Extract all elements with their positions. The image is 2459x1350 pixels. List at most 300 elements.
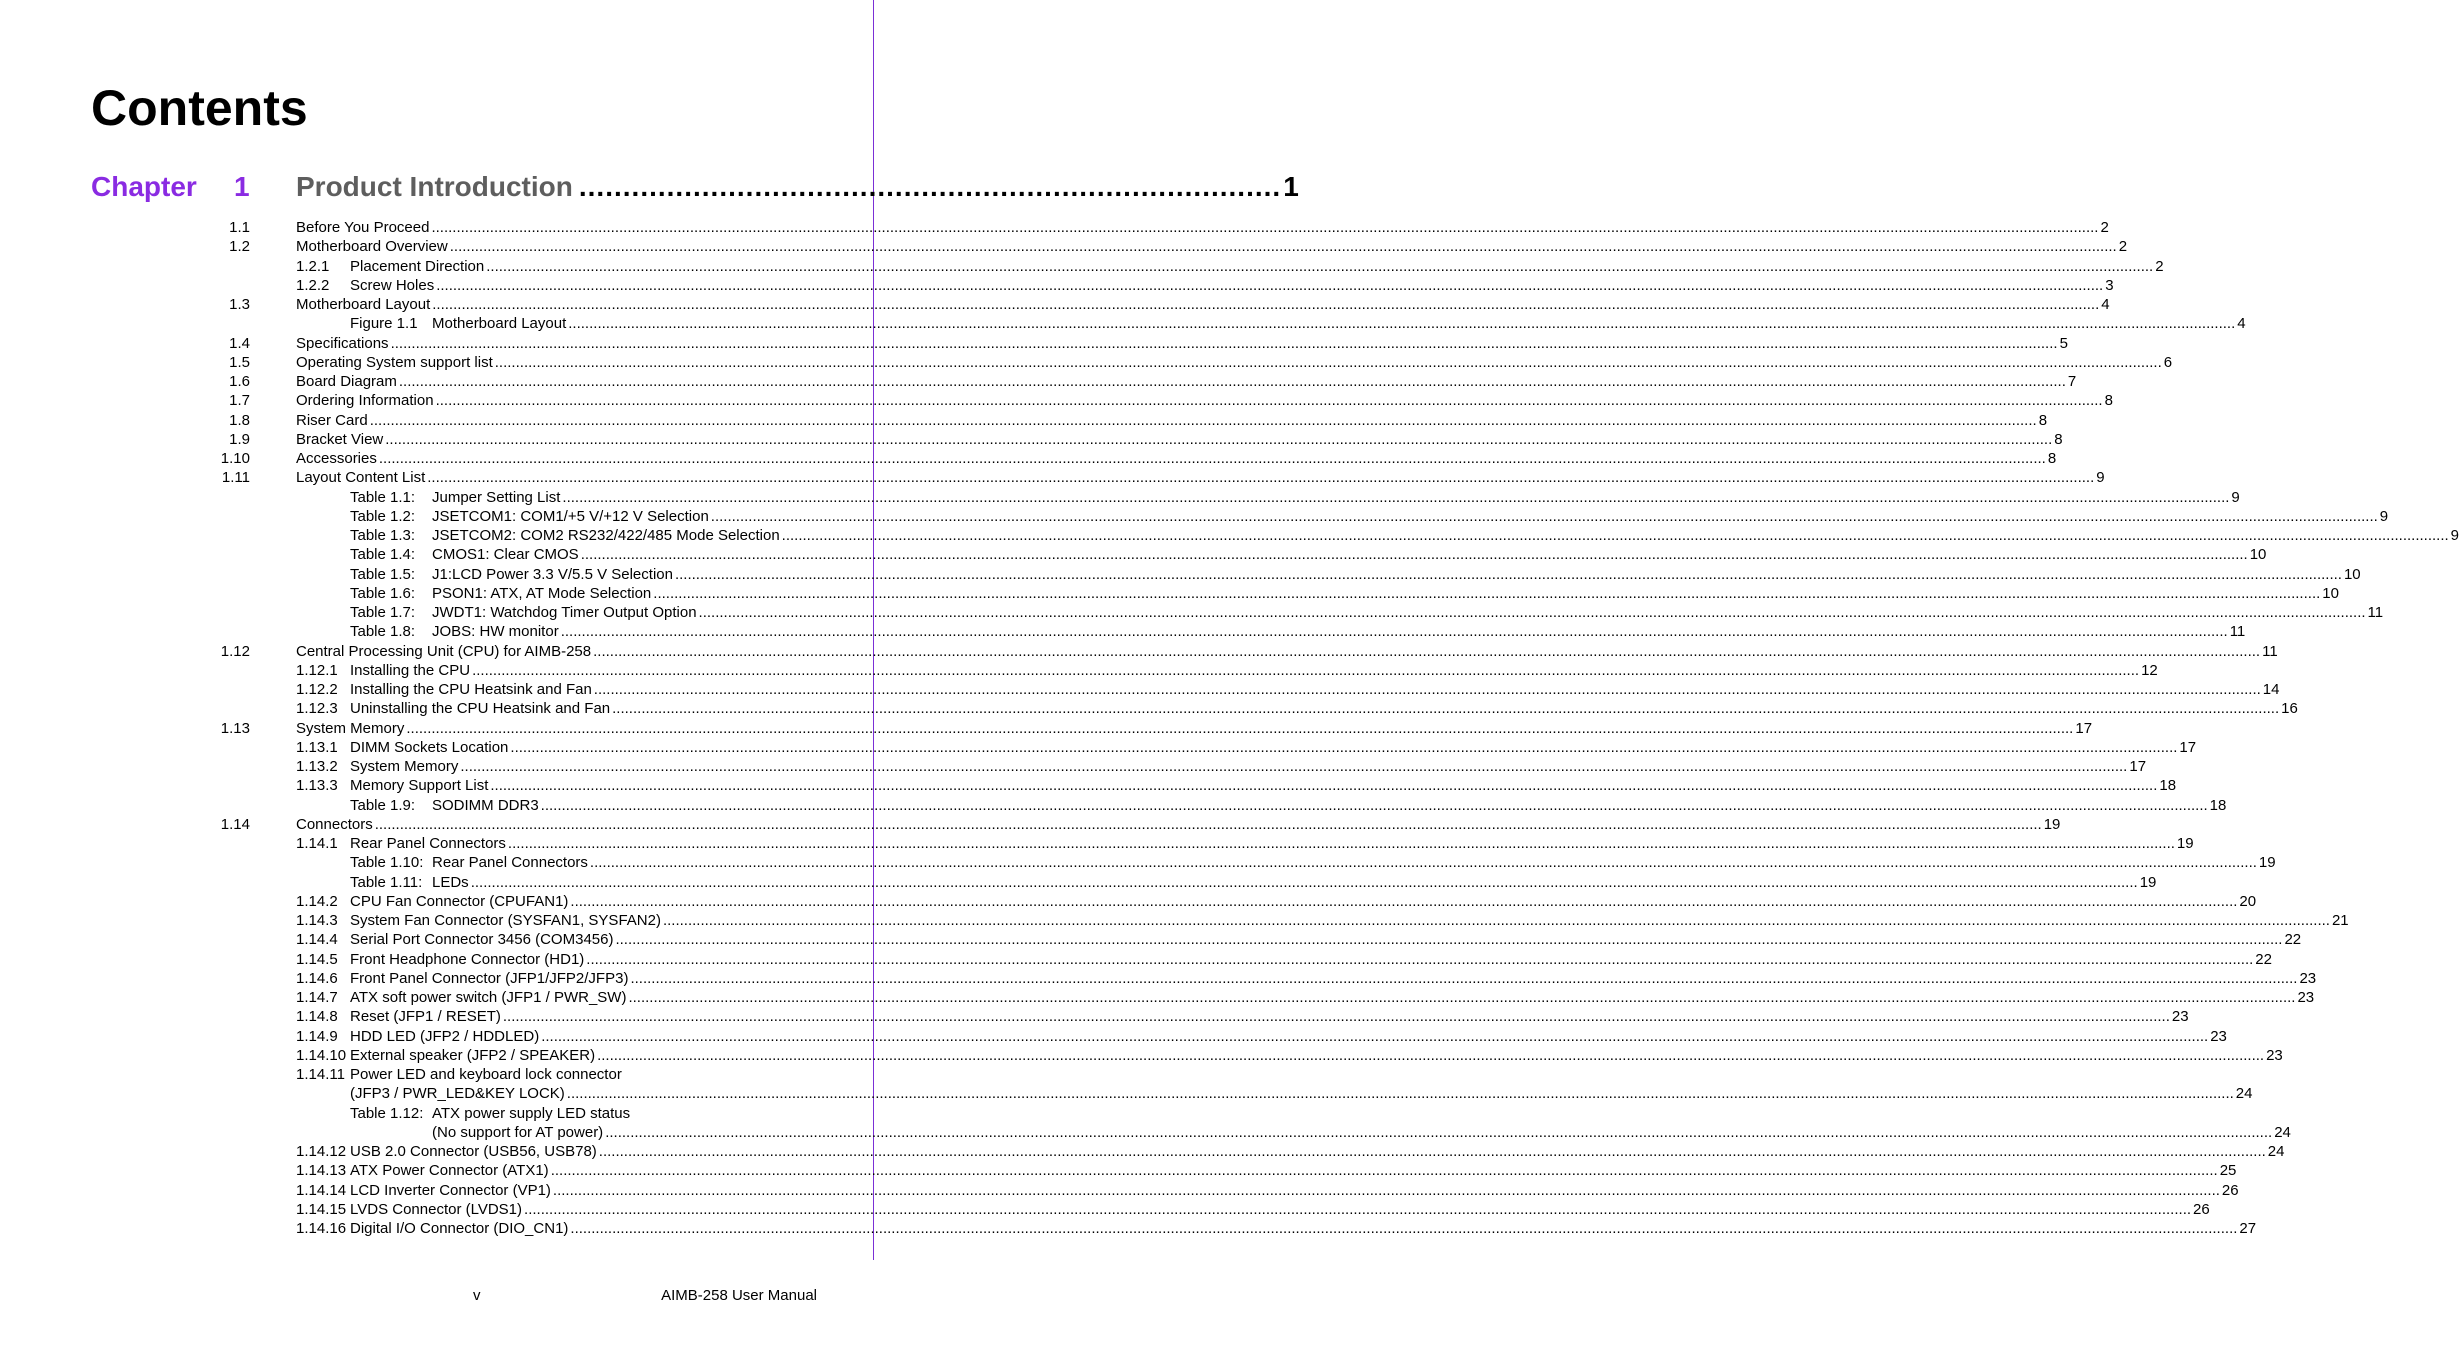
toc-section-number: 1.2 <box>229 238 250 256</box>
toc-item-label: Table 1.7: <box>350 604 416 621</box>
toc-page-number: 4 <box>2101 296 2110 313</box>
toc-section-number: 1.1 <box>229 219 250 236</box>
toc-entry-line <box>296 950 2272 969</box>
toc-subsection-number: 1.13.2 <box>296 758 338 775</box>
toc-subsection-number: 1.14.9 <box>296 1027 338 1045</box>
toc-page-number: 10 <box>2322 584 2339 602</box>
toc-entry[interactable] <box>0 1104 954 1123</box>
toc-leader-dots: ................................................................................................................................................................................................................................................................................................................................................................................................................ <box>385 430 2053 448</box>
toc-section-number: 1.10 <box>220 450 250 467</box>
toc-entry-line <box>296 834 2194 853</box>
toc-entry-line <box>296 661 2158 680</box>
toc-entry[interactable] <box>0 930 2302 949</box>
toc-entry-title: Front Panel Connector (JFP1/JFP2/JFP3) <box>350 969 629 987</box>
toc-page-number: 10 <box>2343 565 2361 583</box>
toc-item-label: Table 1.6: <box>350 584 416 602</box>
toc-entry-title: CPU Fan Connector (CPUFAN1) <box>350 892 569 910</box>
toc-entry-line <box>296 353 2173 372</box>
toc-leader-dots: ................................................................................................................................................................................................................................................................................................................................................................................................................ <box>524 1200 2192 1218</box>
toc-entry-title: Rear Panel Connectors <box>432 854 588 872</box>
footer-manual-title: AIMB-258 User Manual <box>661 1287 817 1304</box>
toc-leader-dots: ................................................................................................................................................................................................................................................................................................................................................................................................................ <box>470 873 2138 891</box>
toc-entry[interactable] <box>0 391 2113 410</box>
toc-page-number: 26 <box>2221 1181 2239 1199</box>
toc-subsection-number: 1.14.14 <box>296 1181 347 1199</box>
toc-entry[interactable] <box>0 488 2240 507</box>
toc-entry[interactable] <box>0 1219 2257 1238</box>
toc-leader-dots: ................................................................................................................................................................................................................................................................................................................................................................................................................ <box>597 1046 2265 1064</box>
toc-entry[interactable] <box>0 507 2389 526</box>
toc-entry-line <box>350 488 2240 507</box>
toc-entry-line <box>350 507 2389 526</box>
toc-leader-dots: ................................................................................................................................................................................................................................................................................................................................................................................................................ <box>431 219 2099 236</box>
toc-entry[interactable] <box>0 1123 2291 1142</box>
toc-entry-title: LCD Inverter Connector (VP1) <box>350 1181 551 1199</box>
toc-leader-dots: ................................................................................................................................................................................................................................................................................................................................................................................................................ <box>589 854 2257 872</box>
toc-entry-line <box>296 642 2278 661</box>
toc-subsection-number: 1.14.6 <box>296 969 338 987</box>
toc-page-number: 24 <box>2274 1123 2291 1141</box>
toc-page-number: 5 <box>2059 334 2068 352</box>
toc-leader-dots: ................................................................................................................................................................................................................................................................................................................................................................................................................ <box>710 507 2378 525</box>
toc-section-number: 1.11 <box>221 469 250 487</box>
toc-item-label: Table 1.10: <box>350 854 424 872</box>
toc-entry-title: Operating System support list <box>296 353 493 371</box>
toc-entry-title: Specifications <box>296 334 389 352</box>
toc-entry-line <box>350 314 2246 333</box>
toc-leader-dots: ................................................................................................................................................................................................................................................................................................................................................................................................................ <box>568 315 2236 333</box>
toc-leader-dots: ................................................................................................................................................................................................................................................................................................................................................................................................................ <box>570 892 2238 910</box>
toc-page-number: 11 <box>2367 604 2384 621</box>
toc-section-number: 1.3 <box>229 296 250 313</box>
toc-page-number: 2 <box>2118 238 2128 256</box>
toc-item-label: Table 1.12: <box>350 1104 424 1122</box>
toc-leader-dots: ................................................................................................................................................................................................................................................................................................................................................................................................................ <box>378 450 2046 467</box>
toc-leader-dots: ................................................................................................................................................................................................................................................................................................................................................................................................................ <box>502 1008 2170 1026</box>
toc-page-number: 23 <box>2297 989 2315 1006</box>
toc-entry-title: Serial Port Connector 3456 (COM3456) <box>350 931 614 949</box>
toc-entry-title: Motherboard Layout <box>296 296 431 313</box>
toc-entry[interactable] <box>0 796 2227 815</box>
toc-page-number: 11 <box>2262 642 2278 660</box>
toc-leader-dots: ................................................................................................................................................................................................................................................................................................................................................................................................................ <box>507 835 2175 852</box>
toc-entry-title: Board Diagram <box>296 373 397 390</box>
toc-entry-title: External speaker (JFP2 / SPEAKER) <box>350 1046 596 1064</box>
toc-leader-dots: ................................................................................................................................................................................................................................................................................................................................................................................................................ <box>406 719 2074 737</box>
toc-leader-dots: ................................................................................................................................................................................................................................................................................................................................................................................................................ <box>435 392 2103 410</box>
toc-entry-line <box>296 969 2317 988</box>
toc-entry-title: ATX soft power switch (JFP1 / PWR_SW) <box>350 989 627 1006</box>
toc-page-number: 26 <box>2193 1200 2210 1218</box>
toc-page-number: 23 <box>2210 1027 2227 1045</box>
toc-item-label: Table 1.9: <box>350 796 416 814</box>
toc-entry[interactable] <box>0 295 2110 314</box>
toc-entry-line <box>296 276 2114 295</box>
toc-page-number: 23 <box>2299 969 2317 987</box>
toc-entry-line <box>296 295 2110 314</box>
toc-page-number: 9 <box>2096 469 2105 487</box>
toc-entry[interactable] <box>0 372 2077 391</box>
toc-leader-dots: ................................................................................................................................................................................................................................................................................................................................................................................................................ <box>674 565 2342 583</box>
toc-page-number: 23 <box>2171 1008 2189 1026</box>
toc-entry-line <box>350 584 2339 603</box>
toc-page-number: 8 <box>2054 430 2063 448</box>
toc-leader-dots: ................................................................................................................................................................................................................................................................................................................................................................................................................ <box>541 1027 2209 1045</box>
toc-entry[interactable] <box>0 969 2317 988</box>
toc-page-number: 25 <box>2219 1162 2237 1180</box>
toc-leader-dots: ................................................................................................................................................................................................................................................................................................................................................................................................................ <box>593 642 2261 660</box>
toc-entry-line <box>296 1219 2257 1238</box>
toc-entry-title: (JFP3 / PWR_LED&KEY LOCK) <box>350 1085 565 1103</box>
toc-subsection-number: 1.14.7 <box>296 989 338 1006</box>
toc-entry[interactable] <box>0 584 2339 603</box>
toc-page-number: 17 <box>2129 758 2147 775</box>
toc-entry-title: Placement Direction <box>350 257 485 275</box>
toc-subsection-number: 1.14.12 <box>296 1143 347 1160</box>
chapter-title: Product Introduction <box>296 171 573 202</box>
toc-entry-title: ATX power supply LED status <box>432 1104 631 1122</box>
toc-page-number: 9 <box>2450 527 2459 544</box>
toc-leader-dots: ................................................................................................................................................................................................................................................................................................................................................................................................................ <box>490 777 2158 795</box>
toc-item-label: Table 1.11: <box>350 873 423 891</box>
toc-entry-line <box>296 430 2063 449</box>
toc-entry[interactable] <box>0 1181 2239 1200</box>
toc-page-number: 19 <box>2258 854 2276 872</box>
toc-entry[interactable] <box>0 449 2057 468</box>
toc-subsection-number: 1.14.4 <box>296 931 338 949</box>
toc-page-number: 27 <box>2239 1220 2257 1237</box>
toc-entry[interactable] <box>0 661 2158 680</box>
toc-entry-title: Before You Proceed <box>296 219 430 236</box>
toc-entry-title: Riser Card <box>296 411 368 429</box>
toc-leader-dots: ................................................................................................................................................................................................................................................................................................................................................................................................................ <box>628 989 2296 1006</box>
toc-entry-line <box>296 738 2197 757</box>
toc-page-number: 9 <box>2231 488 2240 506</box>
toc-entry-line <box>350 603 2384 622</box>
toc-leader-dots: ................................................................................................................................................................................................................................................................................................................................................................................................................ <box>540 796 2208 814</box>
toc-entry-title: Front Headphone Connector (HD1) <box>350 950 585 968</box>
toc-entry-title: HDD LED (JFP2 / HDDLED) <box>350 1027 540 1045</box>
toc-entry[interactable] <box>0 699 2298 718</box>
toc-entry[interactable] <box>0 257 2164 276</box>
toc-entry-line <box>296 218 2109 237</box>
toc-entry[interactable] <box>0 834 2194 853</box>
toc-entry-title: Motherboard Layout <box>432 315 567 333</box>
toc-leader-dots: ................................................................................................................................................................................................................................................................................................................................................................................................................ <box>449 238 2117 256</box>
toc-entry[interactable] <box>0 642 2278 661</box>
toc-entry-title: System Memory <box>350 758 459 775</box>
toc-item-label: Table 1.1: <box>350 488 416 506</box>
toc-leader-dots: ................................................................................................................................................................................................................................................................................................................................................................................................................ <box>698 604 2366 621</box>
toc-section-number: 1.12 <box>220 642 250 660</box>
toc-subsection-number: 1.14.3 <box>296 912 338 929</box>
toc-entry-line <box>350 853 2276 872</box>
toc-page-number: 18 <box>2209 796 2227 814</box>
toc-entry-line <box>296 1200 2210 1219</box>
toc-entry-line <box>296 699 2298 718</box>
toc-page-number: 20 <box>2239 892 2257 910</box>
toc-entry[interactable] <box>0 950 2272 969</box>
toc-entry-title: Ordering Information <box>296 392 434 410</box>
toc-entry-line <box>296 911 2349 930</box>
toc-entry-line <box>296 815 2061 834</box>
toc-leader-dots: ................................................................................................................................................................................................................................................................................................................................................................................................................ <box>472 661 2140 679</box>
chapter-page: 1 <box>1283 171 1299 202</box>
toc-entry[interactable] <box>0 411 2048 430</box>
toc-leader-dots: ................................................................................................................................................................................................................................................................................................................................................................................................................ <box>562 488 2230 506</box>
toc-page-number: 6 <box>2163 353 2173 371</box>
toc-entry-title: JSETCOM1: COM1/+5 V/+12 V Selection <box>432 507 709 525</box>
toc-leader-dots: ................................................................................................................................................................................................................................................................................................................................................................................................................ <box>570 1220 2238 1237</box>
toc-entry[interactable] <box>0 719 2093 738</box>
toc-entry[interactable] <box>0 526 2459 545</box>
toc-leader-dots: ................................................................................................................................................................................................................................................................................................................................................................................................................ <box>615 931 2283 949</box>
toc-entry-line <box>296 1007 2189 1026</box>
toc-entry[interactable] <box>0 430 2063 449</box>
toc-leader-dots: ................................................................................................................................................................................................................................................................................................................................................................................................................ <box>605 1123 2273 1141</box>
toc-section-number: 1.9 <box>229 430 250 448</box>
toc-entry-line <box>350 1084 2253 1103</box>
toc-entry[interactable] <box>0 218 2109 237</box>
toc-entry[interactable] <box>0 1161 2237 1180</box>
toc-entry[interactable] <box>0 276 2114 295</box>
toc-leader-dots: ................................................................................................................................................................................................................................................................................................................................................................................................................ <box>653 584 2321 602</box>
toc-subsection-number: 1.12.3 <box>296 700 338 718</box>
toc-leader-dots: ................................................................................................................................................................................................................................................................................................................................................................................................................ <box>436 276 2104 294</box>
toc-subsection-number: 1.13.3 <box>296 777 338 795</box>
toc-entry[interactable] <box>0 314 2246 333</box>
chapter-heading[interactable] <box>296 170 1299 204</box>
page-title: Contents <box>91 80 308 136</box>
chapter-number: 1 <box>234 171 250 202</box>
toc-page-number: 23 <box>2266 1046 2283 1064</box>
toc-entry-title: PSON1: ATX, AT Mode Selection <box>432 584 652 602</box>
toc-entry[interactable] <box>0 853 2276 872</box>
toc-page-number: 21 <box>2331 912 2349 929</box>
toc-entry[interactable] <box>0 1007 2189 1026</box>
toc-subsection-number: 1.14.11 <box>296 1066 345 1083</box>
toc-page-number: 8 <box>2104 392 2113 410</box>
toc-entry-title: LEDs <box>432 873 469 891</box>
toc-leader-dots: ................................................................................................................................................................................................................................................................................................................................................................................................................ <box>460 758 2128 775</box>
toc-leader-dots: ................................................................................................................................................................................................................................................................................................................................................................................................................ <box>781 527 2449 544</box>
toc-leader-dots: ................................................................................................................................................................................................................................................................................................................................................................................................................ <box>662 912 2330 929</box>
toc-item-label: Table 1.2: <box>350 507 416 525</box>
toc-entry-line <box>296 257 2164 276</box>
toc-entry-line <box>350 873 2157 892</box>
chapter-label: Chapter <box>91 171 197 202</box>
toc-entry-line <box>296 1161 2237 1180</box>
toc-entry-title: Connectors <box>296 815 373 833</box>
toc-leader-dots: ................................................................................................................................................................................................................................................................................................................................................................................................................ <box>494 353 2162 371</box>
toc-entry-line <box>296 334 2068 353</box>
toc-subsection-number: 1.14.1 <box>296 835 338 852</box>
toc-section-number: 1.4 <box>229 334 250 352</box>
toc-subsection-number: 1.14.16 <box>296 1220 347 1237</box>
toc-item-label: Figure 1.1 <box>350 315 418 333</box>
toc-leader-dots: ................................................................................................................................................................................................................................................................................................................................................................................................................ <box>486 257 2154 275</box>
toc-page-number: 8 <box>2047 450 2057 467</box>
toc-page-number: 11 <box>2229 623 2246 641</box>
toc-page-number: 16 <box>2281 700 2298 718</box>
toc-entry-title: Memory Support List <box>350 777 489 795</box>
table-of-contents <box>0 218 2459 1238</box>
toc-entry-title: Screw Holes <box>350 276 435 294</box>
toc-entry-line <box>296 1046 2283 1065</box>
toc-entry-line <box>350 1104 817 1123</box>
toc-entry-title: Motherboard Overview <box>296 238 448 256</box>
toc-entry[interactable] <box>0 757 2147 776</box>
toc-entry[interactable] <box>0 1084 2253 1103</box>
toc-page-number: 19 <box>2139 873 2157 891</box>
toc-entry-line <box>350 565 2361 584</box>
toc-page-number: 14 <box>2262 681 2280 698</box>
toc-section-number: 1.7 <box>229 392 250 410</box>
toc-entry-line <box>296 468 2105 487</box>
toc-entry-line <box>296 757 2147 776</box>
toc-entry-line <box>296 411 2048 430</box>
toc-entry-line <box>296 1027 2227 1046</box>
toc-page-number: 3 <box>2105 276 2114 294</box>
toc-entry-title: Installing the CPU Heatsink and Fan <box>350 681 592 698</box>
toc-entry-line <box>296 391 2113 410</box>
toc-entry[interactable] <box>0 738 2197 757</box>
toc-entry-title: Rear Panel Connectors <box>350 835 506 852</box>
toc-leader-dots: ................................................................................................................................................................................................................................................................................................................................................................................................................ <box>398 373 2066 390</box>
toc-entry-title: System Memory <box>296 719 405 737</box>
toc-entry-title: Layout Content List <box>296 469 426 487</box>
toc-entry-title: JSETCOM2: COM2 RS232/422/485 Mode Selection <box>432 527 780 544</box>
toc-entry-title: Installing the CPU <box>350 661 471 679</box>
toc-leader-dots: ................................................................................................................................................................................................................................................................................................................................................................................................................ <box>612 700 2280 718</box>
toc-entry-title: JWDT1: Watchdog Timer Output Option <box>432 604 697 621</box>
toc-entry-line <box>296 930 2302 949</box>
toc-subsection-number: 1.14.13 <box>296 1162 347 1180</box>
toc-page-number: 19 <box>2043 815 2061 833</box>
toc-item-label: Table 1.8: <box>350 623 416 641</box>
toc-entry-title: CMOS1: Clear CMOS <box>432 546 579 564</box>
toc-entry[interactable] <box>0 776 2177 795</box>
toc-entry[interactable] <box>0 815 2061 834</box>
toc-page-number: 22 <box>2284 931 2302 949</box>
toc-entry[interactable] <box>0 873 2157 892</box>
toc-page-number: 9 <box>2379 507 2389 525</box>
toc-leader-dots: ................................................................................................................................................................................................................................................................................................................................................................................................................ <box>510 738 2178 756</box>
toc-entry-line <box>350 622 2246 641</box>
footer-page-number: v <box>473 1287 481 1304</box>
toc-entry-line <box>350 796 2227 815</box>
toc-leader-dots: ................................................................................................................................................................................................................................................................................................................................................................................................................ <box>580 546 2248 564</box>
toc-entry-title: JOBS: HW monitor <box>432 623 559 641</box>
toc-page-number: 22 <box>2255 950 2272 968</box>
toc-entry-title: J1:LCD Power 3.3 V/5.5 V Selection <box>432 565 673 583</box>
toc-subsection-number: 1.2.1 <box>296 257 330 275</box>
toc-section-number: 1.6 <box>229 373 250 390</box>
toc-subsection-number: 1.12.1 <box>296 661 338 679</box>
toc-entry[interactable] <box>0 622 2246 641</box>
toc-entry-title: Uninstalling the CPU Heatsink and Fan <box>350 700 611 718</box>
toc-entry[interactable] <box>0 1027 2227 1046</box>
toc-entry-line <box>296 237 2128 256</box>
toc-page-number: 4 <box>2237 315 2246 333</box>
toc-entry[interactable] <box>0 545 2267 564</box>
toc-entry[interactable] <box>0 911 2349 930</box>
toc-entry-title: Reset (JFP1 / RESET) <box>350 1008 501 1026</box>
toc-entry-title: Power LED and keyboard lock connector <box>350 1066 622 1083</box>
toc-entry-line <box>296 719 2093 738</box>
toc-page-number: 17 <box>2075 719 2093 737</box>
toc-section-number: 1.14 <box>220 815 250 833</box>
toc-leader-dots: ................................................................................................................................................................................................................................................................................................................................................................................................................ <box>550 1162 2218 1180</box>
toc-leader-dots: ................................................................................................................................................................................................................................................................................................................................................................................................................ <box>427 469 2095 487</box>
toc-section-number: 1.13 <box>220 719 250 737</box>
toc-page-number: 8 <box>2038 411 2048 429</box>
toc-entry[interactable] <box>0 468 2105 487</box>
toc-entry[interactable] <box>0 988 2315 1007</box>
toc-entry[interactable] <box>0 1046 2283 1065</box>
toc-leader-dots: ................................................................................................................................................................................................................................................................................................................................................................................................................ <box>390 334 2058 352</box>
toc-entry-title: System Fan Connector (SYSFAN1, SYSFAN2) <box>350 912 661 929</box>
toc-entry-line <box>350 526 2459 545</box>
toc-entry[interactable] <box>0 1142 2285 1161</box>
toc-entry-line <box>296 1181 2239 1200</box>
toc-entry-line <box>350 545 2267 564</box>
toc-entry-title: DIMM Sockets Location <box>350 738 509 756</box>
toc-entry-title: Accessories <box>296 450 377 467</box>
chapter-leader-dots: ................................................................................ <box>578 171 1282 202</box>
toc-page-number: 12 <box>2141 661 2158 679</box>
toc-entry[interactable] <box>0 1200 2210 1219</box>
toc-subsection-number: 1.14.5 <box>296 950 338 968</box>
toc-page-number: 10 <box>2249 546 2267 564</box>
toc-entry-title: Jumper Setting List <box>432 488 561 506</box>
toc-entry[interactable] <box>0 892 2257 911</box>
toc-entry[interactable] <box>0 680 2280 699</box>
toc-entry[interactable] <box>0 1065 954 1084</box>
toc-page-number: 24 <box>2267 1143 2285 1160</box>
toc-subsection-number: 1.14.10 <box>296 1046 347 1064</box>
toc-subsection-number: 1.14.15 <box>296 1200 347 1218</box>
toc-entry[interactable] <box>0 603 2384 622</box>
toc-entry-title: Central Processing Unit (CPU) for AIMB-258 <box>296 642 592 660</box>
toc-page-number: 24 <box>2235 1085 2253 1103</box>
toc-page-number: 17 <box>2179 738 2197 756</box>
toc-subsection-number: 1.12.2 <box>296 681 338 698</box>
toc-page-number: 2 <box>2100 219 2109 236</box>
toc-page-number: 7 <box>2067 373 2077 390</box>
toc-entry-line <box>296 776 2177 795</box>
toc-entry-title: LVDS Connector (LVDS1) <box>350 1200 523 1218</box>
toc-item-label: Table 1.3: <box>350 527 416 544</box>
toc-section-number: 1.8 <box>229 411 250 429</box>
toc-item-label: Table 1.4: <box>350 546 416 564</box>
toc-entry[interactable] <box>0 353 2173 372</box>
toc-entry[interactable] <box>0 565 2361 584</box>
toc-leader-dots: ................................................................................................................................................................................................................................................................................................................................................................................................................ <box>566 1085 2234 1103</box>
toc-item-label: Table 1.5: <box>350 565 416 583</box>
toc-page-number: 19 <box>2176 835 2194 852</box>
toc-leader-dots: ................................................................................................................................................................................................................................................................................................................................................................................................................ <box>369 411 2037 429</box>
toc-subsection-number: 1.14.2 <box>296 892 338 910</box>
toc-subsection-number: 1.14.8 <box>296 1008 338 1026</box>
toc-leader-dots: ................................................................................................................................................................................................................................................................................................................................................................................................................ <box>432 296 2100 313</box>
toc-leader-dots: ................................................................................................................................................................................................................................................................................................................................................................................................................ <box>560 623 2228 641</box>
toc-entry-title: SODIMM DDR3 <box>432 796 539 814</box>
toc-entry[interactable] <box>0 334 2068 353</box>
toc-leader-dots: ................................................................................................................................................................................................................................................................................................................................................................................................................ <box>586 950 2254 968</box>
toc-entry-line <box>296 892 2257 911</box>
toc-entry[interactable] <box>0 237 2128 256</box>
